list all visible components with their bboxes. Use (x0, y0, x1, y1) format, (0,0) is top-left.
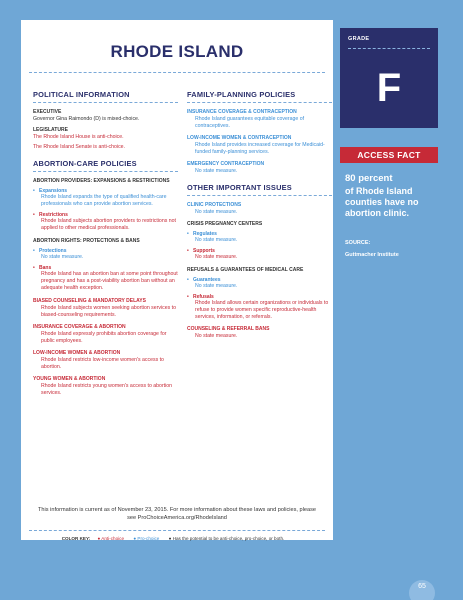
insurance-contraception-label: INSURANCE COVERAGE & CONTRACEPTION (187, 109, 297, 115)
bans-text: Rhode Island has an abortion ban at some point throughout pregnancy and has a post-viability abortion ban without an adequate health exception. (41, 271, 178, 291)
bans-label: Bans (39, 265, 52, 271)
refusals-heading: REFUSALS & GUARANTEES OF MEDICAL CARE (187, 267, 304, 273)
protections-text: No state measure. (41, 254, 84, 260)
executive-label: EXECUTIVE (33, 109, 62, 115)
bullet-icon: • (187, 231, 189, 237)
right-column (187, 90, 332, 340)
referral-bans-text: No state measure. (195, 333, 238, 339)
page-title: RHODE ISLAND (110, 42, 244, 61)
lowincome-contraception-text: Rhode Island provides increased coverage for Medicaid-funded family-planning services. (195, 142, 325, 155)
counseling-text: Rhode Island subjects women seeking abortion services to biased-counseling requirements. (41, 305, 176, 318)
left-column (33, 90, 178, 397)
bullet-icon: • (33, 188, 35, 194)
source-value: Guttmacher Institute (345, 252, 399, 258)
color-key-label: COLOR KEY: (61, 536, 91, 541)
lowincome-abortion-label: LOW-INCOME WOMEN & ABORTION (33, 350, 121, 356)
referral-bans-label: COUNSELING & REFERRAL BANS (187, 326, 270, 332)
insurance-abortion-label: INSURANCE COVERAGE & ABORTION (33, 324, 126, 330)
clinic-protections-label: CLINIC PROTECTIONS (187, 202, 242, 208)
lowincome-contraception-label: LOW-INCOME WOMEN & CONTRACEPTION (187, 135, 292, 141)
cpc-label: CRISIS PREGNANCY CENTERS (187, 221, 263, 227)
anti-choice-label: Anti-choice (101, 536, 125, 541)
house-text: The Rhode Island House is anti-choice. (33, 134, 124, 140)
senate-text: The Rhode Island Senate is anti-choice. (33, 144, 125, 150)
divider (29, 530, 325, 531)
color-key (29, 536, 325, 541)
supports-text: No state measure. (195, 254, 238, 260)
pro-choice-label: Pro-choice (137, 536, 160, 541)
expansions-label: Expansions (39, 188, 68, 194)
other-issues-heading: OTHER IMPORTANT ISSUES (187, 183, 332, 196)
refusals-label: Refusals (193, 294, 214, 300)
protections-label: Protections (39, 248, 67, 254)
emergency-contraception-label: EMERGENCY CONTRACEPTION (187, 161, 265, 167)
divider (348, 48, 430, 49)
counseling-label: BIASED COUNSELING & MANDATORY DELAYS (33, 298, 146, 304)
family-planning-heading: FAMILY-PLANNING POLICIES (187, 90, 332, 103)
divider (29, 72, 325, 73)
lowincome-abortion-text: Rhode Island restricts low-income women's access to abortion. (41, 357, 164, 370)
bullet-icon: • (187, 248, 189, 254)
bullet-icon: • (187, 294, 189, 300)
expansions-text: Rhode Island expands the type of qualified health-care professionals who can provide abortion services. (41, 194, 167, 207)
pro-choice-key: ● Pro-choice (133, 536, 160, 541)
political-heading: POLITICAL INFORMATION (33, 90, 178, 103)
young-women-text: Rhode Island restricts young women's access to abortion services. (41, 383, 173, 396)
legislature-label: LEGISLATURE (33, 127, 68, 133)
insurance-contraception-text: Rhode Island guarantees equitable coverage of contraceptives. (195, 116, 305, 129)
regulates-label: Regulates (193, 231, 217, 237)
rights-label: ABORTION RIGHTS: PROTECTIONS & BANS (33, 238, 140, 244)
restrictions-label: Restrictions (39, 212, 68, 218)
mixed-key: ● Has the potential to be anti-choice, pro-choice, or both. (168, 536, 285, 541)
abortion-heading: ABORTION-CARE POLICIES (33, 159, 178, 172)
page-number: 65 (409, 580, 435, 600)
regulates-text: No state measure. (195, 237, 238, 243)
grade-letter: F (376, 66, 402, 110)
footer-note: This information is current as of November 23, 2015. For more information about these laws and policies, please see ProChoiceAmerica.org/RhodeIsland (38, 507, 316, 521)
mixed-label: Has the potential to be anti-choice, pro-choice, or both. (172, 536, 285, 541)
guarantees-text: No state measure. (195, 283, 238, 289)
bullet-icon: • (187, 277, 189, 283)
access-fact-stat: 80 percent (345, 173, 393, 184)
emergency-contraception-text: No state measure. (195, 168, 238, 174)
restrictions-text: Rhode Island subjects abortion providers to restrictions not applied to other medical professionals. (41, 218, 176, 231)
access-fact-text: of Rhode Island counties have no abortion clinic. (345, 186, 419, 218)
grade-label: GRADE (348, 36, 370, 42)
insurance-abortion-text: Rhode Island expressly prohibits abortion coverage for public employees. (41, 331, 167, 344)
refusals-text: Rhode Island allows certain organizations or individuals to refuse to provide women specific reproductive-health services, information, or referrals. (195, 300, 329, 320)
grade-box (340, 28, 438, 128)
providers-label: ABORTION PROVIDERS: EXPANSIONS & RESTRICTIONS (33, 178, 170, 184)
bullet-icon: • (33, 212, 35, 218)
young-women-label: YOUNG WOMEN & ABORTION (33, 376, 106, 382)
access-fact-heading: ACCESS FACT (340, 147, 438, 163)
state-panel (21, 20, 333, 540)
bullet-icon: • (33, 265, 35, 271)
guarantees-label: Guarantees (193, 277, 221, 283)
bullet-icon: • (33, 248, 35, 254)
executive-text: Governor Gina Raimondo (D) is mixed-choice. (33, 116, 140, 122)
source-label: SOURCE: (345, 240, 371, 246)
clinic-protections-text: No state measure. (195, 209, 238, 215)
supports-label: Supports (193, 248, 215, 254)
anti-choice-key: ● Anti-choice (97, 536, 125, 541)
